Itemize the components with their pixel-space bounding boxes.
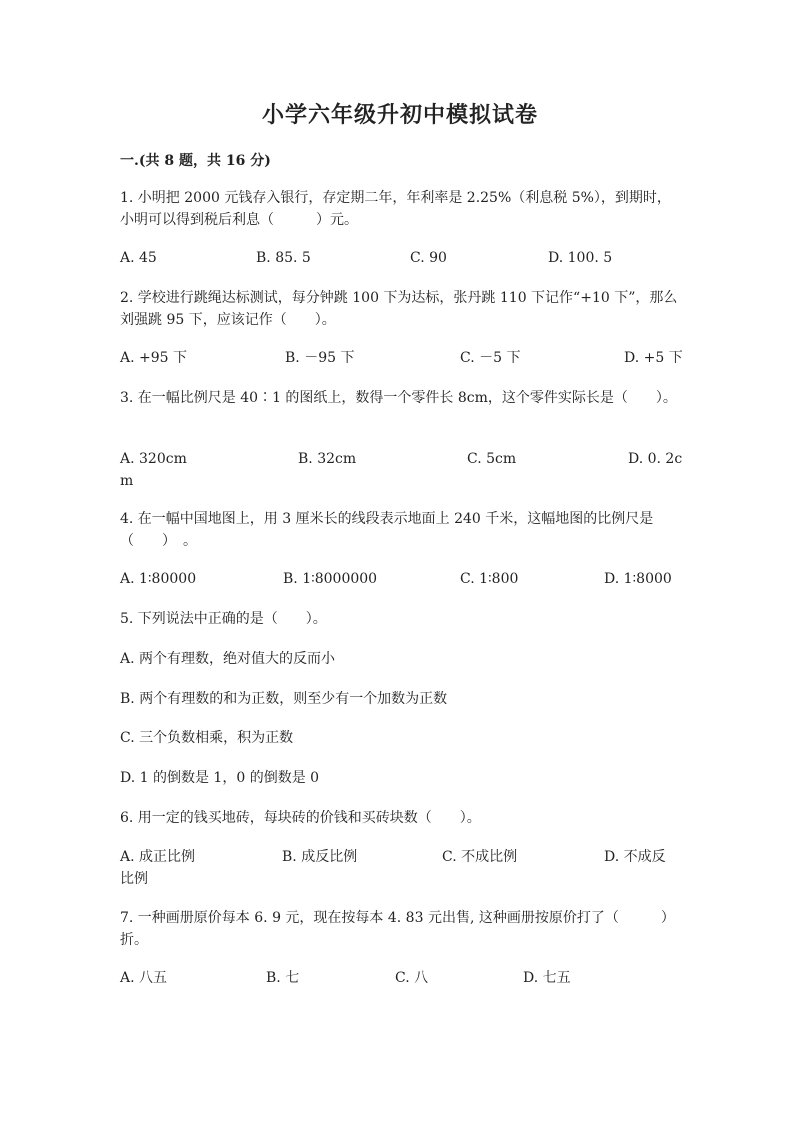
- option-d: D. 七五: [523, 970, 571, 986]
- option-c: C. 三个负数相乘，积为正数: [120, 730, 294, 746]
- option-d: D. 1∶8000: [604, 571, 672, 587]
- option-a: A. 成正比例: [120, 849, 196, 865]
- section-heading: 一.(共 8 题，共 16 分): [120, 153, 271, 169]
- question-6-stem: 6. 用一定的钱买地砖，每块砖的价钱和买砖块数（ ）。: [120, 810, 481, 826]
- option-c: C. 八: [395, 970, 429, 986]
- option-b: B. 1∶8000000: [283, 571, 378, 587]
- option-d: D. 100. 5: [548, 250, 613, 266]
- option-a: A. 两个有理数，绝对值大的反而小: [120, 651, 336, 667]
- question-1-stem: 1. 小明把 2000 元钱存入银行，存定期二年，年利率是 2.25%（利息税 5%），到期时，小明可以得到税后利息（ ）元。: [120, 190, 671, 228]
- option-b: B. 32cm: [298, 451, 357, 467]
- question-2-stem: 2. 学校进行跳绳达标测试，每分钟跳 100 下为达标，张丹跳 110 下记作“+10 下”，那么刘强跳 95 下，应该记作（ ）。: [120, 290, 678, 328]
- option-d: D. 不成反: [604, 849, 666, 865]
- option-c: C. 不成比例: [442, 849, 518, 865]
- option-d: D. 0. 2c: [628, 451, 683, 467]
- option-c: C. 5cm: [467, 451, 517, 467]
- option-d: D. +5 下: [624, 350, 683, 366]
- question-4-stem: 4. 在一幅中国地图上，用 3 厘米长的线段表示地面上 240 千米，这幅地图的比例尺是（ ） 。: [120, 511, 654, 549]
- option-c: C. －5 下: [460, 350, 521, 366]
- page-title: 小学六年级升初中模拟试卷: [261, 102, 538, 128]
- option-c: C. 90: [410, 250, 447, 266]
- option-c: C. 1∶800: [460, 571, 519, 587]
- option-d: D. 1 的倒数是 1，0 的倒数是 0: [120, 770, 320, 786]
- option-b: B. －95 下: [285, 350, 355, 366]
- option-a: A. +95 下: [120, 350, 188, 366]
- option-a: A. 八五: [120, 970, 168, 986]
- question-7-stem: 7. 一种画册原价每本 6. 9 元，现在按每本 4. 83 元出售, 这种画册按原价打了（ ）折。: [120, 910, 675, 948]
- option-a: A. 320cm: [120, 451, 187, 467]
- option-b: B. 七: [266, 970, 300, 986]
- option-b: B. 两个有理数的和为正数，则至少有一个加数为正数: [120, 691, 448, 707]
- option-d-wrap: m: [120, 473, 134, 489]
- option-b: B. 成反比例: [282, 849, 358, 865]
- question-5-stem: 5. 下列说法中正确的是（ ）。: [120, 611, 327, 627]
- option-b: B. 85. 5: [256, 250, 311, 266]
- option-a: A. 45: [120, 250, 157, 266]
- question-3-stem: 3. 在一幅比例尺是 40∶1 的图纸上，数得一个零件长 8cm，这个零件实际长是（ ）。: [120, 390, 677, 406]
- option-a: A. 1∶80000: [120, 571, 197, 587]
- option-d-wrap: 比例: [120, 871, 148, 887]
